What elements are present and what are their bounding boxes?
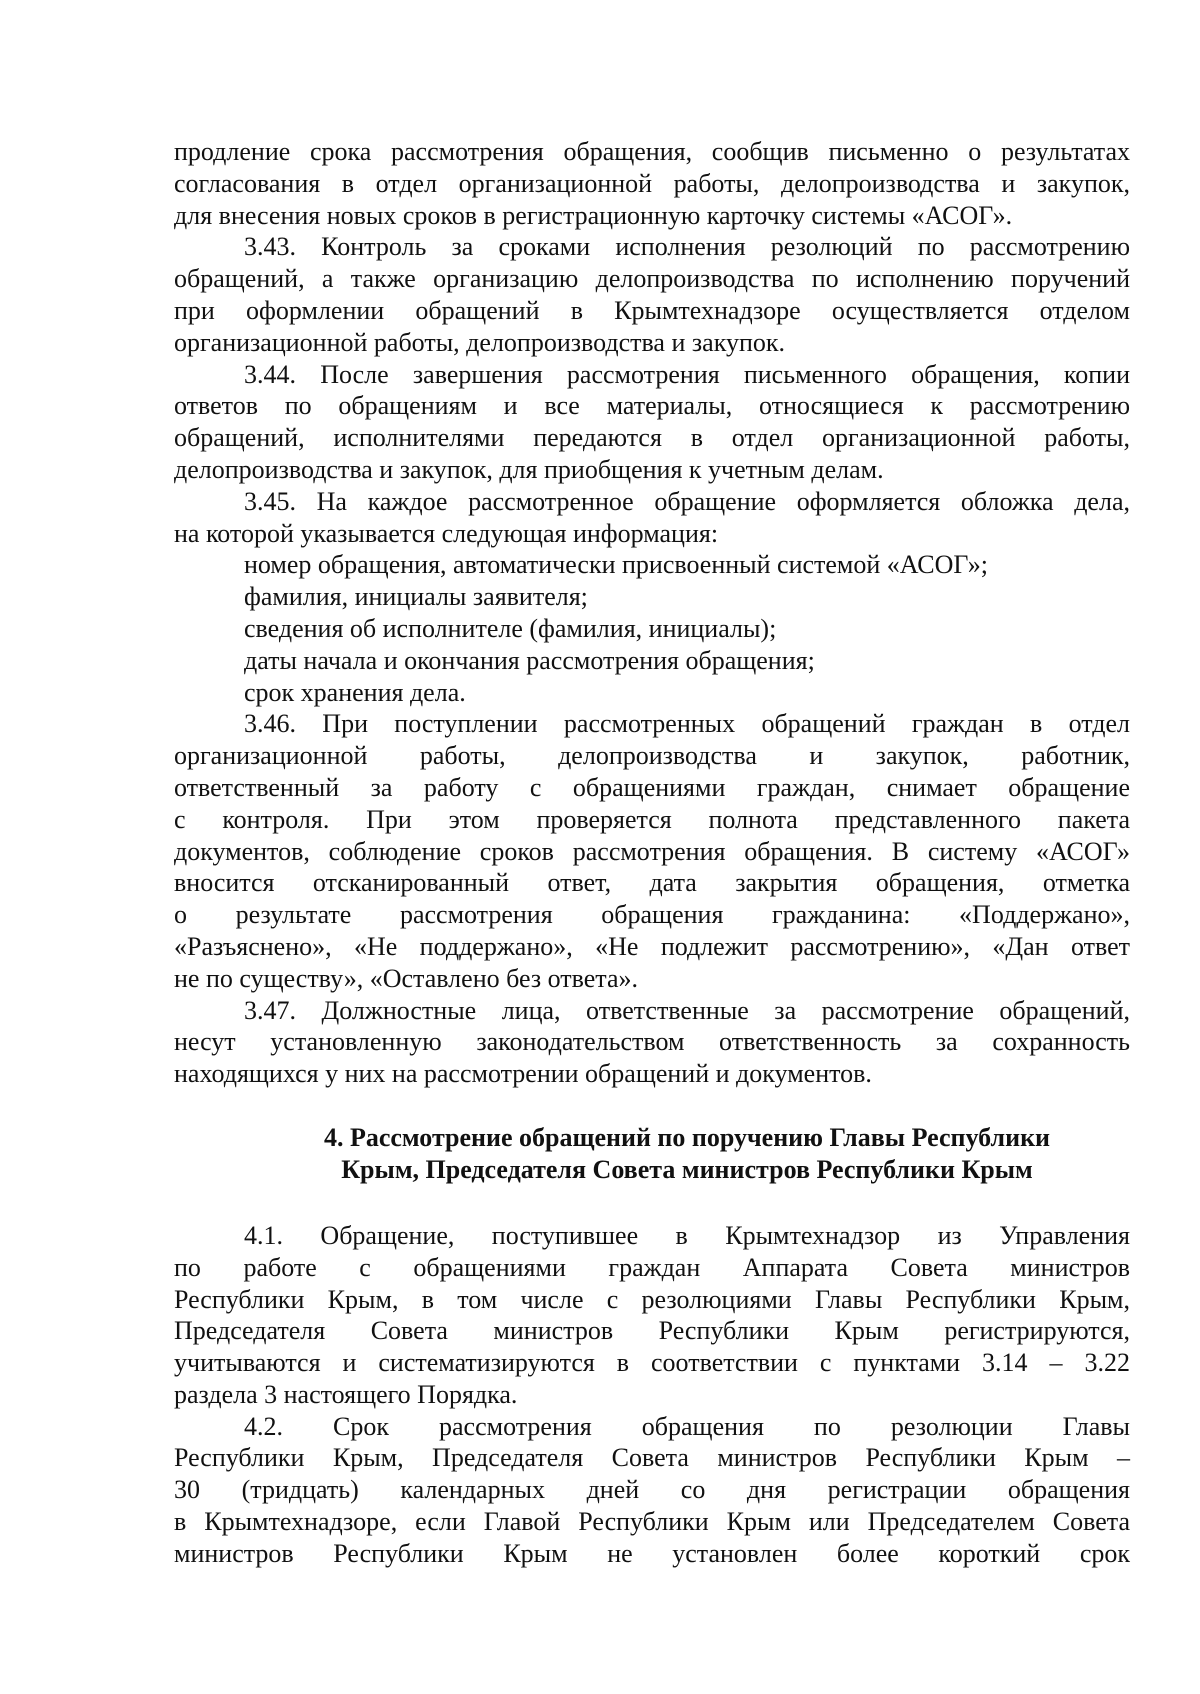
paragraph-3-44 xyxy=(174,359,1130,486)
list-item: номер обращения, автоматически присвоенный системой «АСОГ»; xyxy=(244,550,988,580)
text-line: 30 (тридцать) календарных дней со дня регистрации обращения xyxy=(174,1475,1130,1505)
text-line: находящихся у них на рассмотрении обращений и документов. xyxy=(174,1059,872,1089)
text-line: на которой указывается следующая информация: xyxy=(174,518,719,548)
text-line: организационной работы, делопроизводства и закупок. xyxy=(174,327,785,357)
list-item: даты начала и окончания рассмотрения обращения; xyxy=(244,645,815,675)
document-page xyxy=(174,136,1130,1570)
list-item: сведения об исполнителе (фамилия, инициалы); xyxy=(244,613,777,643)
text-line: раздела 3 настоящего Порядка. xyxy=(174,1379,518,1409)
heading-line: 4. Рассмотрение обращений по поручению Главы Республики xyxy=(323,1122,1051,1152)
paragraph-continuation xyxy=(174,136,1130,231)
paragraph-4-2 xyxy=(174,1411,1130,1570)
text-line: согласования в отдел организационной работы, делопроизводства и закупок, xyxy=(174,168,1130,198)
heading-line: Крым, Председателя Совета министров Республики Крым xyxy=(341,1154,1033,1184)
text-line: Республики Крым, в том числе с резолюциями Главы Республики Крым, xyxy=(174,1284,1130,1314)
text-line: несут установленную законодательством ответственность за сохранность xyxy=(174,1027,1130,1057)
text-line: учитываются и систематизируются в соответствии с пунктами 3.14 – 3.22 xyxy=(174,1348,1130,1378)
text-line: делопроизводства и закупок, для приобщения к учетным делам. xyxy=(174,454,884,484)
text-line: по работе с обращениями граждан Аппарата Совета министров xyxy=(174,1252,1130,1282)
text-line: о результате рассмотрения обращения гражданина: «Поддержано», xyxy=(174,900,1130,930)
text-line: обращений, исполнителями передаются в отдел организационной работы, xyxy=(174,423,1130,453)
text-line: 3.47. Должностные лица, ответственные за рассмотрение обращений, xyxy=(244,995,1130,1025)
list-item: срок хранения дела. xyxy=(244,677,466,707)
text-line: вносится отсканированный ответ, дата закрытия обращения, отметка xyxy=(174,868,1130,898)
text-line: 4.2. Срок рассмотрения обращения по резолюции Главы xyxy=(244,1411,1130,1441)
paragraph-3-47 xyxy=(174,995,1130,1090)
text-line: Председателя Совета министров Республики Крым регистрируются, xyxy=(174,1316,1130,1346)
text-line: документов, соблюдение сроков рассмотрения обращения. В систему «АСОГ» xyxy=(174,836,1130,866)
paragraph-3-43 xyxy=(174,231,1130,358)
text-line: ответственный за работу с обращениями граждан, снимает обращение xyxy=(174,772,1130,802)
text-line: 3.45. На каждое рассмотренное обращение оформляется обложка дела, xyxy=(244,486,1130,516)
text-line: организационной работы, делопроизводства и закупок, работник, xyxy=(174,741,1130,771)
paragraph-3-46 xyxy=(174,708,1130,994)
text-line: продление срока рассмотрения обращения, сообщив письменно о результатах xyxy=(174,137,1130,166)
text-line: 3.43. Контроль за сроками исполнения резолюций по рассмотрению xyxy=(244,232,1130,262)
text-line: 3.44. После завершения рассмотрения письменного обращения, копии xyxy=(244,359,1130,389)
text-line: в Крымтехнадзоре, если Главой Республики Крым или Председателем Совета xyxy=(174,1507,1130,1537)
paragraph-4-1 xyxy=(174,1220,1130,1411)
text-line: обращений, а также организацию делопроизводства по исполнению поручений xyxy=(174,264,1130,294)
text-line: 4.1. Обращение, поступившее в Крымтехнадзор из Управления xyxy=(244,1220,1130,1250)
text-line: «Разъяснено», «Не поддержано», «Не подлежит рассмотрению», «Дан ответ xyxy=(174,931,1130,961)
paragraph-3-45 xyxy=(174,486,1130,550)
list-3-45 xyxy=(174,549,1130,708)
text-line: министров Республики Крым не установлен более короткий срок xyxy=(174,1538,1130,1568)
text-line: Республики Крым, Председателя Совета министров Республики Крым – xyxy=(174,1443,1130,1473)
list-item: фамилия, инициалы заявителя; xyxy=(244,582,588,612)
text-line: 3.46. При поступлении рассмотренных обращений граждан в отдел xyxy=(244,709,1130,739)
text-line: ответов по обращениям и все материалы, относящиеся к рассмотрению xyxy=(174,391,1130,421)
text-line: не по существу», «Оставлено без ответа». xyxy=(174,963,639,993)
text-line: при оформлении обращений в Крымтехнадзоре осуществляется отделом xyxy=(174,295,1130,325)
text-line: для внесения новых сроков в регистрационную карточку системы «АСОГ». xyxy=(174,200,1013,230)
section-heading-4 xyxy=(174,1122,1130,1186)
text-line: с контроля. При этом проверяется полнота представленного пакета xyxy=(174,804,1130,834)
